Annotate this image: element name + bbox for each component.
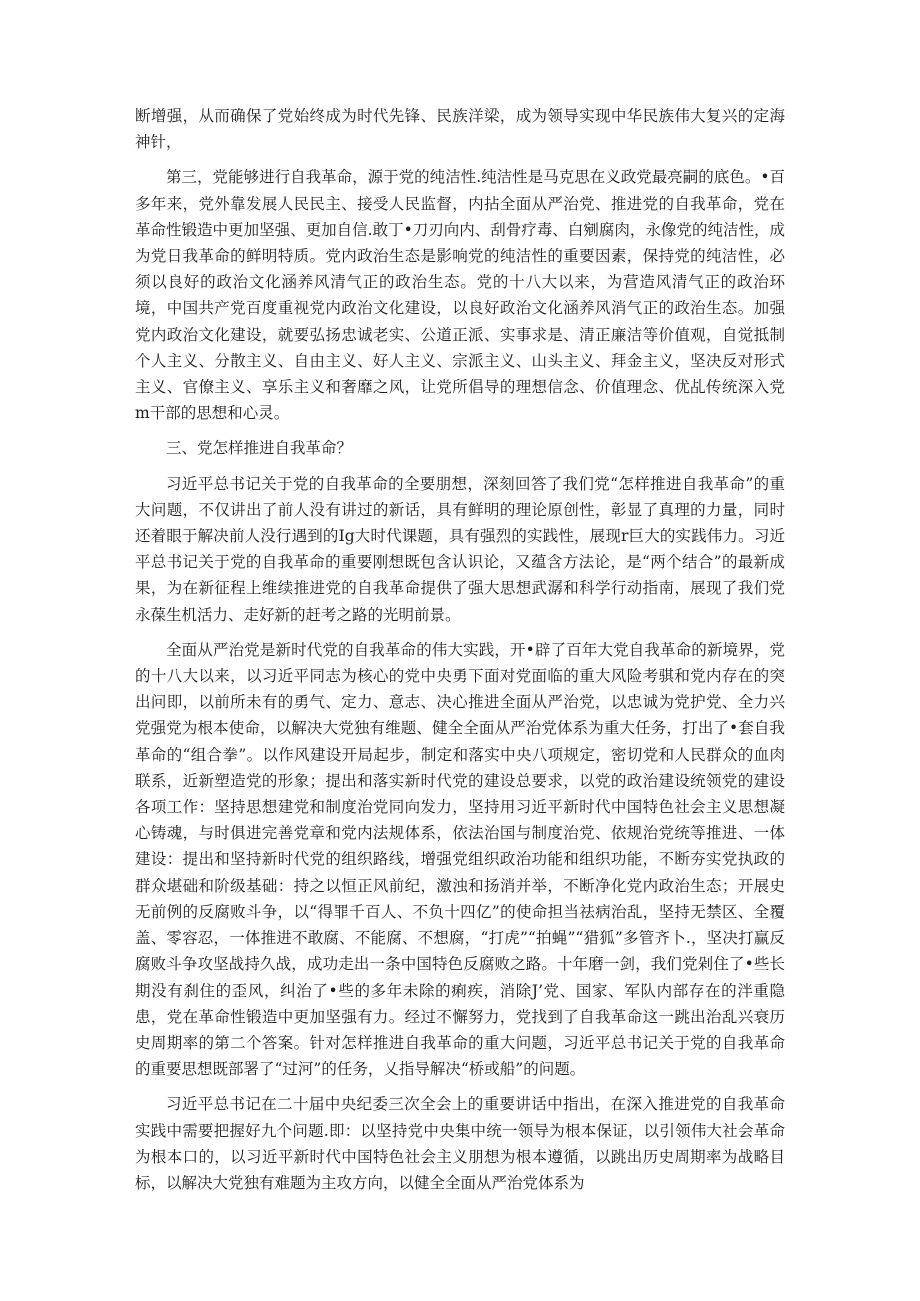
- paragraph-third-point: 第三，党能够进行自我革命，源于党的纯洁性.纯洁性是马克思在义政党最亮嗣的底色。•百多年来，党外靠发展人民民主、接受人民监督，内拈全面从严治党、推进党的自我革命，党在革命性锻造中更加坚强、更加自信.敢丁•刀刃向内、刮骨疗毒、白剜腐肉，永像党的纯洁性，成为党日我革命的鲜明特质。党内政治生态是影响党的纯洁性的重要因素，保持党的纯洁性，必须以良好的政治文化涵养风清气正的政治生态。党的十八大以来，为营造风清气正的政治环境，中国共产党百度重视党内政治文化建设，以良好政治文化涵养风消气正的政治生态。加强党内政治文化建设，就要弘扬忠诚老实、公道正派、实事求是、清正廉洁等价值观，自觉抵制个人主义、分散主义、自由主义、好人主义、宗派主义、山头主义、拜金主义，坚决反对形式主义、官僚主义、享乐主义和奢靡之风，让党所倡导的理想信念、价值理念、优乩传统深入党m干部的思想和心灵。: [135, 168, 785, 423]
- paragraph-nine-issues: 习近平总书记在二十届中央纪委三次全会上的重要讲话中指出，在深入推进党的自我革命实践中需要把握好九个问题.即：以坚持党中央集中统一领导为根本保证，以引领伟大社会革命为根本口的，以习近平新时代中国特色社会主义朋想为根本遵循，以跳出历史周期率为战略目标，以解决大党独有难题为主攻方向，以健全全面从严治党体系为: [135, 1095, 785, 1192]
- paragraph-thought-summary: 习近平总书记关于党的自我革命的全要朋想，深刻回答了我们党“怎样推进自我革命”的重大问题，不仅讲出了前人没有讲过的新话，具有鲜明的理论原创性，彰显了真理的力量，同时还着眼于解决前人没行遇到的Ig大时代课题，具有强烈的实践性，展现r巨大的实践伟力。习近平总书记关于党的自我革命的重要刚想既包含认识论，又蕴含方法论，是“两个结合”的最新成果，为在新征程上维续推进党的自我革命提供了强大思想武潺和科学行动指南，展现了我们党永葆生机活力、走好新的赶考之路的光明前景。: [135, 474, 785, 624]
- paragraph-practice: 全面从严治党是新时代党的自我革命的伟大实践，开•辟了百年大党自我革命的新境界，党的十八大以来，以习近平同志为核心的党中央勇下面对党面临的重大风险考骐和党内存在的突出问即，以前所未有的勇气、定力、意志、决心推进全面从严治党，以忠诚为党护党、全力兴党强党为根本使命，以解决大党独有维题、健全全面从严治党体系为重大任务，打出了•套自我革命的“组合拳”。以作风建设开局起步，制定和落实中央八项规定，密切党和人民群众的血肉联系，近新塑造党的形象；提出和落实新时代党的建设总要求，以党的政治建设统领党的建设各项工作：坚持思想建党和制度治党同向发力，坚持用习近平新时代中国特色社会主义思想凝心铸魂，与时俱进完善党章和党内法规体系，依法治国与制度治党、依规治党统等推进、一体建设：提出和坚持新时代党的组织路线，增强党组织政治功能和组织功能，不断夯实党执政的群众堪础和阶级基础：持之以恒正风前纪，激浊和扬消并举，不断净化党内政治生态；开展史无前例的反腐败斗争，以“得罪千百人、不负十四亿”的使命担当祛病治乱，坚持无禁区、全覆盖、零容忍，一体推进不敢腐、不能腐、不想腐，“打虎”“拍蝇”“猎狐”多管齐卜.，坚决打赢反腐败斗争攻坚战持久战，成功走出一条中国特色反腐败之路。十年磨一剑，我们党剁住了•些长期没有刹住的歪风，纠治了•些的多年未除的痢疾，消除J’党、国家、军队内部存在的泮重隐患，党在革命性锻造中更加坚强有力。经过不懈努力，党找到了自我革命这一跳出治乱兴衰历史周期率的第二个答案。针对怎样推进自我革命的重大问题，习近平总书记关于党的自我革命的重要思想既部署了“过河”的任务，乂指导解决“桥或船”的问题。: [135, 640, 785, 1079]
- document-body: [135, 103, 785, 1205]
- section-heading: 三、党怎样推进自我革命？: [166, 439, 353, 458]
- paragraph-continuation: 断增强，从而确保了党始终成为时代先锋、民族洋梁，成为领导实现中华民族伟大复兴的定海神针，: [135, 107, 785, 152]
